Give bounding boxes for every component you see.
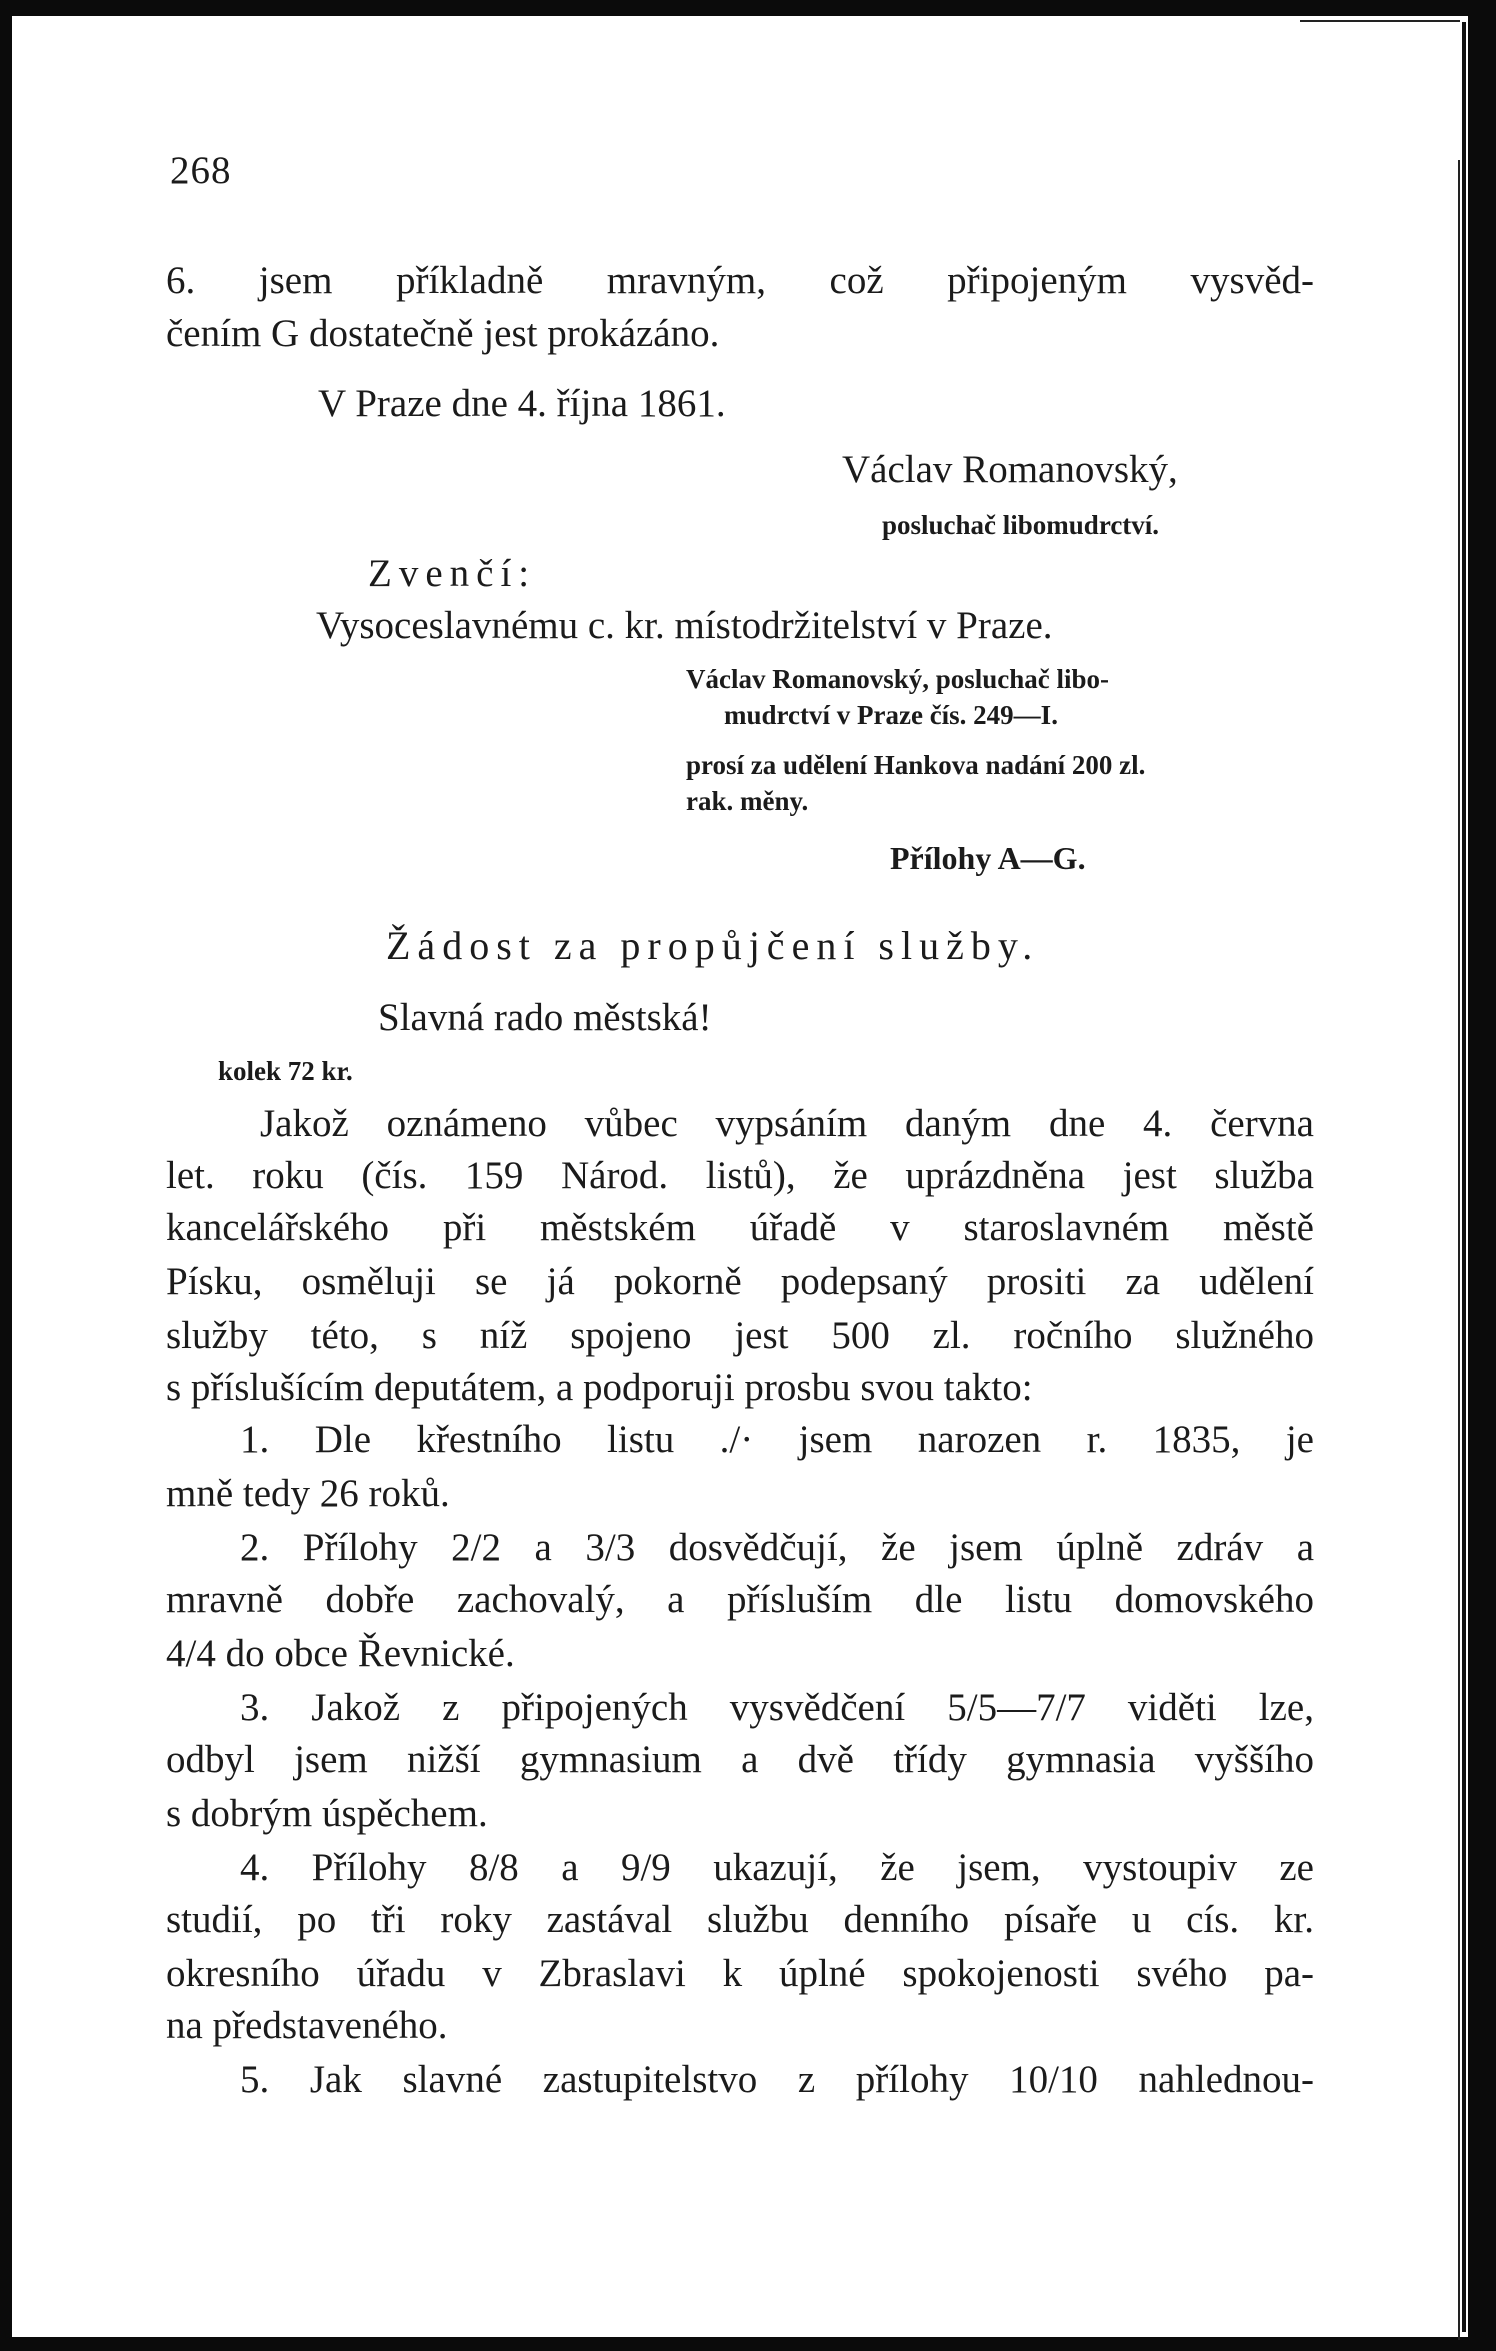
- summary-line: Václav Romanovský, posluchač libo-: [686, 664, 1110, 694]
- stamp-note: kolek 72 kr.: [218, 1056, 353, 1086]
- text-line: Písku, osměluji se já pokorně podepsaný prositi za udělení: [166, 1260, 1314, 1303]
- text-line: odbyl jsem nižší gymnasium a dvě třídy gymnasia vyššího: [166, 1738, 1314, 1781]
- dateline: V Praze dne 4. října 1861.: [318, 382, 726, 425]
- salutation: Slavná rado městská!: [378, 996, 712, 1039]
- text-line: s příslušícím deputátem, a podporuji prosbu svou takto:: [166, 1366, 1033, 1409]
- top-edge-line: [1300, 20, 1460, 22]
- addressee: Vysoceslavnému c. kr. místodržitelství v Praze.: [316, 604, 1053, 647]
- scan-border-bottom: [0, 2337, 1496, 2351]
- signature-name: Václav Romanovský,: [842, 448, 1178, 491]
- text-line: mravně dobře zachovalý, a přísluším dle listu domovského: [166, 1578, 1314, 1621]
- text-line: kancelářského při městském úřadě v staroslavném městě: [166, 1206, 1314, 1249]
- text-line: na představeného.: [166, 2004, 448, 2047]
- summary-line: mudrctví v Praze čís. 249—I.: [724, 700, 1058, 730]
- text-line: Jakož oznámeno vůbec vypsáním daným dne 4. června: [260, 1102, 1314, 1145]
- binding-edge-line-inner: [1458, 160, 1460, 2340]
- list-item: 2. Přílohy 2/2 a 3/3 dosvědčují, že jsem úplně zdráv a: [240, 1526, 1314, 1569]
- text-line: služby této, s níž spojeno jest 500 zl. ročního služného: [166, 1314, 1314, 1357]
- list-item: 3. Jakož z připojených vysvědčení 5/5—7/7 viděti lze,: [240, 1686, 1314, 1729]
- scan-border-right: [1468, 0, 1496, 2351]
- text-line: mně tedy 26 roků.: [166, 1472, 450, 1515]
- text-line: studií, po tři roky zastával službu denního písaře u cís. kr.: [166, 1898, 1314, 1941]
- list-item: 5. Jak slavné zastupitelstvo z přílohy 10/10 nahlednou-: [240, 2058, 1314, 2101]
- summary-line: rak. měny.: [686, 786, 809, 816]
- text-line: 4/4 do obce Řevnické.: [166, 1632, 515, 1675]
- text-line: s dobrým úspěchem.: [166, 1792, 488, 1835]
- scan-border-top: [0, 0, 1496, 16]
- list-item: 4. Přílohy 8/8 a 9/9 ukazují, že jsem, vystoupiv ze: [240, 1846, 1314, 1889]
- scan-border-left: [0, 0, 12, 2351]
- text-line: 6. jsem příkladně mravným, což připojeným vysvěd-: [166, 259, 1314, 302]
- section-heading: Žádost za propůjčení služby.: [386, 923, 1040, 968]
- binding-edge-line: [1462, 22, 1466, 2332]
- text-line: okresního úřadu v Zbraslavi k úplné spokojenosti svého pa-: [166, 1952, 1314, 1995]
- attachments-label: Přílohy A—G.: [890, 840, 1086, 876]
- page-number: 268: [170, 149, 232, 192]
- list-item: 1. Dle křestního listu ./· jsem narozen r. 1835, je: [240, 1418, 1314, 1461]
- text-line: let. roku (čís. 159 Národ. listů), že uprázdněna jest služba: [166, 1154, 1314, 1197]
- outside-label: Zvenčí:: [368, 552, 537, 595]
- text-line: čením G dostatečně jest prokázáno.: [166, 312, 720, 355]
- summary-line: prosí za udělení Hankova nadání 200 zl.: [686, 750, 1146, 780]
- signature-title: posluchač libomudrctví.: [882, 510, 1160, 540]
